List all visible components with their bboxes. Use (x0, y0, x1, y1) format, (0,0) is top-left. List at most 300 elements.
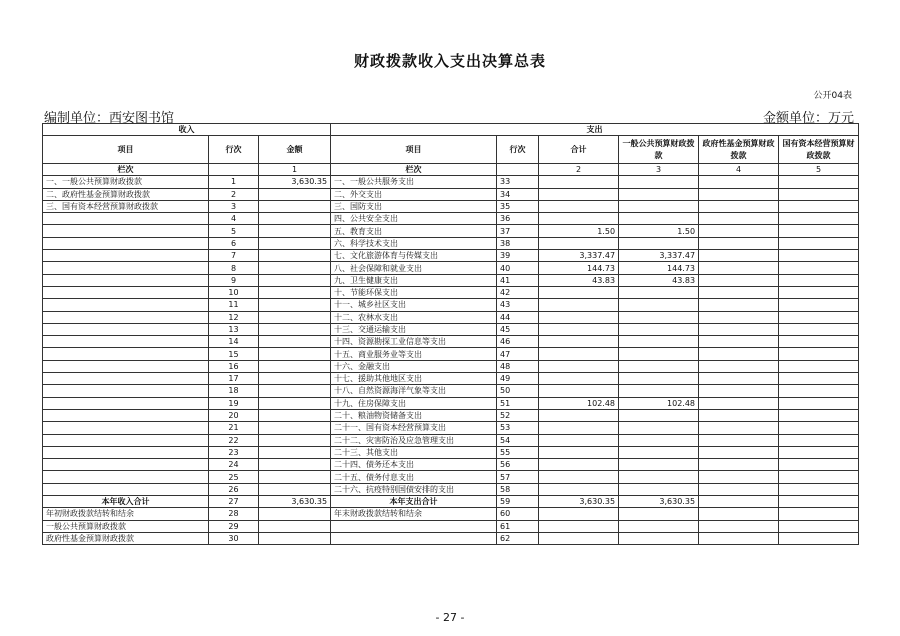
expense-state-capital (779, 200, 859, 212)
income-amount (259, 446, 331, 458)
col-general-budget: 一般公共预算财政拨款 (619, 136, 699, 164)
expense-item: 一、一般公共服务支出 (331, 176, 497, 188)
expense-item: 九、卫生健康支出 (331, 274, 497, 286)
income-line-no: 15 (209, 348, 259, 360)
table-row (43, 188, 859, 200)
expense-gov-fund (699, 188, 779, 200)
table-row (43, 532, 859, 544)
expense-gov-fund (699, 520, 779, 532)
expense-total (539, 446, 619, 458)
expense-item: 十二、农林水支出 (331, 311, 497, 323)
expense-total (539, 422, 619, 434)
expense-total (539, 213, 619, 225)
income-total-line-no: 27 (209, 496, 259, 508)
income-item (43, 446, 209, 458)
income-amount: 3,630.35 (259, 176, 331, 188)
expense-line-no: 56 (497, 459, 539, 471)
expense-total-line-no: 59 (497, 496, 539, 508)
income-item (43, 385, 209, 397)
col-gov-fund: 政府性基金预算财政拨款 (699, 136, 779, 164)
income-amount (259, 225, 331, 237)
expense-state-capital (779, 471, 859, 483)
col-index-2: 2 (539, 164, 619, 176)
expense-state-capital (779, 348, 859, 360)
expense-item: 十七、援助其他地区支出 (331, 373, 497, 385)
expense-total-label: 本年支出合计 (331, 496, 497, 508)
income-line-no: 30 (209, 532, 259, 544)
expense-gov-fund (699, 483, 779, 495)
expense-line-no: 60 (497, 508, 539, 520)
expense-total (539, 385, 619, 397)
income-item (43, 286, 209, 298)
expense-total (539, 483, 619, 495)
income-line-no: 8 (209, 262, 259, 274)
page-number: - 27 - (435, 611, 465, 624)
expense-gov-fund (699, 274, 779, 286)
expense-total-general: 3,630.35 (619, 496, 699, 508)
income-item: 一般公共预算财政拨款 (43, 520, 209, 532)
income-item (43, 311, 209, 323)
income-line-no: 14 (209, 336, 259, 348)
income-line-no: 4 (209, 213, 259, 225)
expense-state-capital (779, 213, 859, 225)
expense-general-budget (619, 385, 699, 397)
income-item (43, 409, 209, 421)
income-line-no: 2 (209, 188, 259, 200)
expense-item: 十五、商业服务业等支出 (331, 348, 497, 360)
income-item (43, 336, 209, 348)
income-item (43, 348, 209, 360)
expense-gov-fund (699, 532, 779, 544)
expense-header: 支出 (331, 124, 859, 136)
income-line-no: 9 (209, 274, 259, 286)
income-amount (259, 200, 331, 212)
expense-state-capital (779, 532, 859, 544)
expense-item: 八、社会保障和就业支出 (331, 262, 497, 274)
expense-gov-fund (699, 422, 779, 434)
income-line-no: 5 (209, 225, 259, 237)
expense-gov-fund (699, 348, 779, 360)
expense-general-budget (619, 200, 699, 212)
org-label: 编制单位：西安图书馆 (44, 111, 175, 126)
expense-state-capital (779, 360, 859, 372)
expense-total: 144.73 (539, 262, 619, 274)
table-row (43, 299, 859, 311)
col-index-label: 栏次 (43, 164, 209, 176)
expense-state-capital (779, 409, 859, 421)
expense-state-capital (779, 237, 859, 249)
income-line-no: 19 (209, 397, 259, 409)
expense-total (539, 459, 619, 471)
expense-general-budget (619, 471, 699, 483)
expense-state-capital (779, 250, 859, 262)
expense-gov-fund (699, 286, 779, 298)
table-row (43, 397, 859, 409)
expense-gov-fund (699, 385, 779, 397)
income-item (43, 274, 209, 286)
expense-general-budget: 3,337.47 (619, 250, 699, 262)
income-amount (259, 360, 331, 372)
expense-general-budget (619, 483, 699, 495)
expense-gov-fund (699, 434, 779, 446)
income-total-amount: 3,630.35 (259, 496, 331, 508)
expense-gov-fund (699, 176, 779, 188)
expense-general-budget (619, 213, 699, 225)
expense-state-capital (779, 299, 859, 311)
expense-item: 七、文化旅游体育与传媒支出 (331, 250, 497, 262)
expense-total-capital (779, 496, 859, 508)
expense-line-no: 62 (497, 532, 539, 544)
expense-total (539, 299, 619, 311)
expense-item: 十九、住房保障支出 (331, 397, 497, 409)
expense-total-fund (699, 496, 779, 508)
table-row (43, 348, 859, 360)
income-line-no: 13 (209, 323, 259, 335)
expense-total: 43.83 (539, 274, 619, 286)
expense-general-budget (619, 188, 699, 200)
expense-gov-fund (699, 311, 779, 323)
table-row (43, 483, 859, 495)
income-item (43, 373, 209, 385)
expense-item: 二十三、其他支出 (331, 446, 497, 458)
expense-general-budget: 144.73 (619, 262, 699, 274)
expense-line-no: 53 (497, 422, 539, 434)
expense-line-no: 37 (497, 225, 539, 237)
income-amount (259, 397, 331, 409)
expense-general-budget (619, 286, 699, 298)
income-amount (259, 385, 331, 397)
expense-line-no: 49 (497, 373, 539, 385)
expense-state-capital (779, 188, 859, 200)
expense-state-capital (779, 262, 859, 274)
expense-total: 1.50 (539, 225, 619, 237)
expense-item: 十、节能环保支出 (331, 286, 497, 298)
income-item: 三、国有资本经营预算财政拨款 (43, 200, 209, 212)
expense-total: 3,337.47 (539, 250, 619, 262)
income-amount (259, 274, 331, 286)
column-index-row (43, 164, 859, 176)
expense-item: 十八、自然资源海洋气象等支出 (331, 385, 497, 397)
expense-state-capital (779, 286, 859, 298)
expense-total-amount: 3,630.35 (539, 496, 619, 508)
income-line-no: 28 (209, 508, 259, 520)
expense-general-budget (619, 311, 699, 323)
expense-gov-fund (699, 373, 779, 385)
income-amount (259, 323, 331, 335)
col-index-4: 4 (699, 164, 779, 176)
summary-table (42, 123, 859, 545)
table-row (43, 274, 859, 286)
expense-state-capital (779, 422, 859, 434)
income-item (43, 213, 209, 225)
income-item: 二、政府性基金预算财政拨款 (43, 188, 209, 200)
income-line-no: 17 (209, 373, 259, 385)
income-amount (259, 373, 331, 385)
expense-line-no: 41 (497, 274, 539, 286)
expense-line-no: 54 (497, 434, 539, 446)
expense-item: 二十二、灾害防治及应急管理支出 (331, 434, 497, 446)
expense-line-no: 58 (497, 483, 539, 495)
expense-general-budget (619, 299, 699, 311)
expense-general-budget (619, 422, 699, 434)
expense-gov-fund (699, 299, 779, 311)
expense-line-no: 45 (497, 323, 539, 335)
expense-gov-fund (699, 397, 779, 409)
expense-line-no: 51 (497, 397, 539, 409)
income-amount (259, 348, 331, 360)
income-line-no: 23 (209, 446, 259, 458)
income-amount (259, 336, 331, 348)
expense-state-capital (779, 446, 859, 458)
expense-item: 年末财政拨款结转和结余 (331, 508, 497, 520)
expense-gov-fund (699, 508, 779, 520)
expense-item: 三、国防支出 (331, 200, 497, 212)
expense-state-capital (779, 176, 859, 188)
income-item (43, 397, 209, 409)
income-item (43, 360, 209, 372)
income-item (43, 459, 209, 471)
expense-state-capital (779, 434, 859, 446)
expense-general-budget (619, 176, 699, 188)
table-row (43, 311, 859, 323)
expense-line-no: 57 (497, 471, 539, 483)
table-row (43, 250, 859, 262)
expense-line-no: 34 (497, 188, 539, 200)
table-row (43, 286, 859, 298)
income-amount (259, 213, 331, 225)
form-code: 公开04表 (813, 91, 852, 101)
table-row (43, 520, 859, 532)
income-item (43, 471, 209, 483)
income-line-no: 6 (209, 237, 259, 249)
table-row (43, 323, 859, 335)
income-line-no: 21 (209, 422, 259, 434)
expense-gov-fund (699, 200, 779, 212)
expense-general-budget (619, 360, 699, 372)
table-row (43, 409, 859, 421)
table-row (43, 508, 859, 520)
table-row (43, 385, 859, 397)
page-title: 财政拨款收入支出决算总表 (353, 52, 546, 70)
income-item (43, 250, 209, 262)
income-item: 年初财政拨款结转和结余 (43, 508, 209, 520)
income-line-no: 1 (209, 176, 259, 188)
income-item: 政府性基金预算财政拨款 (43, 532, 209, 544)
expense-general-budget (619, 348, 699, 360)
table-row (43, 262, 859, 274)
expense-total (539, 323, 619, 335)
expense-state-capital (779, 373, 859, 385)
expense-gov-fund (699, 262, 779, 274)
expense-gov-fund (699, 323, 779, 335)
expense-item (331, 520, 497, 532)
expense-item: 六、科学技术支出 (331, 237, 497, 249)
income-line-no: 12 (209, 311, 259, 323)
expense-general-budget (619, 532, 699, 544)
income-line-no: 18 (209, 385, 259, 397)
expense-line-no: 46 (497, 336, 539, 348)
col-index-label-right: 栏次 (331, 164, 497, 176)
income-amount (259, 299, 331, 311)
expense-general-budget (619, 237, 699, 249)
expense-total (539, 286, 619, 298)
income-line-no: 11 (209, 299, 259, 311)
col-state-capital: 国有资本经营预算财政拨款 (779, 136, 859, 164)
col-amount: 金额 (259, 136, 331, 164)
expense-total (539, 508, 619, 520)
expense-line-no: 47 (497, 348, 539, 360)
expense-general-budget: 43.83 (619, 274, 699, 286)
expense-item: 十一、城乡社区支出 (331, 299, 497, 311)
income-line-no: 22 (209, 434, 259, 446)
expense-item: 二十一、国有资本经营预算支出 (331, 422, 497, 434)
table-row (43, 176, 859, 188)
expense-general-budget (619, 508, 699, 520)
expense-total (539, 434, 619, 446)
expense-item: 十三、交通运输支出 (331, 323, 497, 335)
expense-item: 十四、资源勘探工业信息等支出 (331, 336, 497, 348)
income-item: 一、一般公共预算财政拨款 (43, 176, 209, 188)
expense-general-budget (619, 409, 699, 421)
col-index-3: 3 (619, 164, 699, 176)
income-item (43, 225, 209, 237)
expense-state-capital (779, 225, 859, 237)
expense-gov-fund (699, 360, 779, 372)
income-amount (259, 188, 331, 200)
expense-item (331, 532, 497, 544)
expense-item: 十六、金融支出 (331, 360, 497, 372)
expense-item: 二十四、债务还本支出 (331, 459, 497, 471)
income-line-no: 7 (209, 250, 259, 262)
expense-item: 二十、粮油物资储备支出 (331, 409, 497, 421)
expense-gov-fund (699, 237, 779, 249)
expense-line-no: 35 (497, 200, 539, 212)
col-total: 合计 (539, 136, 619, 164)
expense-total (539, 373, 619, 385)
expense-item: 二、外交支出 (331, 188, 497, 200)
expense-line-no: 39 (497, 250, 539, 262)
expense-state-capital (779, 508, 859, 520)
expense-total (539, 188, 619, 200)
expense-general-budget: 1.50 (619, 225, 699, 237)
income-amount (259, 250, 331, 262)
expense-item: 二十六、抗疫特别国债安排的支出 (331, 483, 497, 495)
expense-general-budget (619, 520, 699, 532)
expense-line-no: 42 (497, 286, 539, 298)
expense-state-capital (779, 336, 859, 348)
col-item-expense: 项目 (331, 136, 497, 164)
income-amount (259, 434, 331, 446)
expense-state-capital (779, 397, 859, 409)
expense-state-capital (779, 385, 859, 397)
income-line-no: 10 (209, 286, 259, 298)
income-line-no: 24 (209, 459, 259, 471)
expense-state-capital (779, 483, 859, 495)
expense-general-budget (619, 373, 699, 385)
table-row (43, 213, 859, 225)
income-amount (259, 532, 331, 544)
expense-total (539, 176, 619, 188)
expense-gov-fund (699, 250, 779, 262)
income-item (43, 323, 209, 335)
expense-total (539, 532, 619, 544)
unit-label: 金额单位：万元 (762, 111, 854, 126)
col-line-no-expense: 行次 (497, 136, 539, 164)
income-amount (259, 237, 331, 249)
expense-total: 102.48 (539, 397, 619, 409)
income-item (43, 483, 209, 495)
expense-total (539, 336, 619, 348)
table-row (43, 360, 859, 372)
expense-gov-fund (699, 446, 779, 458)
income-amount (259, 286, 331, 298)
income-item (43, 299, 209, 311)
col-index-1: 1 (259, 164, 331, 176)
col-line-no-income: 行次 (209, 136, 259, 164)
expense-total (539, 409, 619, 421)
expense-gov-fund (699, 459, 779, 471)
income-line-no: 26 (209, 483, 259, 495)
expense-general-budget: 102.48 (619, 397, 699, 409)
expense-line-no: 52 (497, 409, 539, 421)
expense-total (539, 520, 619, 532)
table-row (43, 434, 859, 446)
table-row (43, 237, 859, 249)
expense-line-no: 48 (497, 360, 539, 372)
expense-total (539, 471, 619, 483)
income-item (43, 422, 209, 434)
income-line-no: 29 (209, 520, 259, 532)
table-row (43, 471, 859, 483)
expense-general-budget (619, 336, 699, 348)
expense-general-budget (619, 459, 699, 471)
expense-general-budget (619, 446, 699, 458)
expense-line-no: 40 (497, 262, 539, 274)
expense-general-budget (619, 434, 699, 446)
expense-item: 四、公共安全支出 (331, 213, 497, 225)
expense-line-no: 38 (497, 237, 539, 249)
expense-line-no: 61 (497, 520, 539, 532)
income-item (43, 434, 209, 446)
income-amount (259, 422, 331, 434)
income-amount (259, 262, 331, 274)
table-row (43, 336, 859, 348)
expense-total (539, 237, 619, 249)
expense-gov-fund (699, 409, 779, 421)
income-amount (259, 520, 331, 532)
income-amount (259, 483, 331, 495)
expense-state-capital (779, 459, 859, 471)
expense-total (539, 348, 619, 360)
income-line-no: 25 (209, 471, 259, 483)
table-row (43, 459, 859, 471)
expense-line-no: 50 (497, 385, 539, 397)
expense-item: 五、教育支出 (331, 225, 497, 237)
expense-item: 二十五、债务付息支出 (331, 471, 497, 483)
table-row (43, 200, 859, 212)
expense-state-capital (779, 520, 859, 532)
expense-total (539, 311, 619, 323)
expense-gov-fund (699, 471, 779, 483)
expense-state-capital (779, 323, 859, 335)
expense-line-no: 44 (497, 311, 539, 323)
expense-gov-fund (699, 225, 779, 237)
income-total-label: 本年收入合计 (43, 496, 209, 508)
income-line-no: 16 (209, 360, 259, 372)
income-item (43, 262, 209, 274)
col-item-income: 项目 (43, 136, 209, 164)
income-line-no: 20 (209, 409, 259, 421)
